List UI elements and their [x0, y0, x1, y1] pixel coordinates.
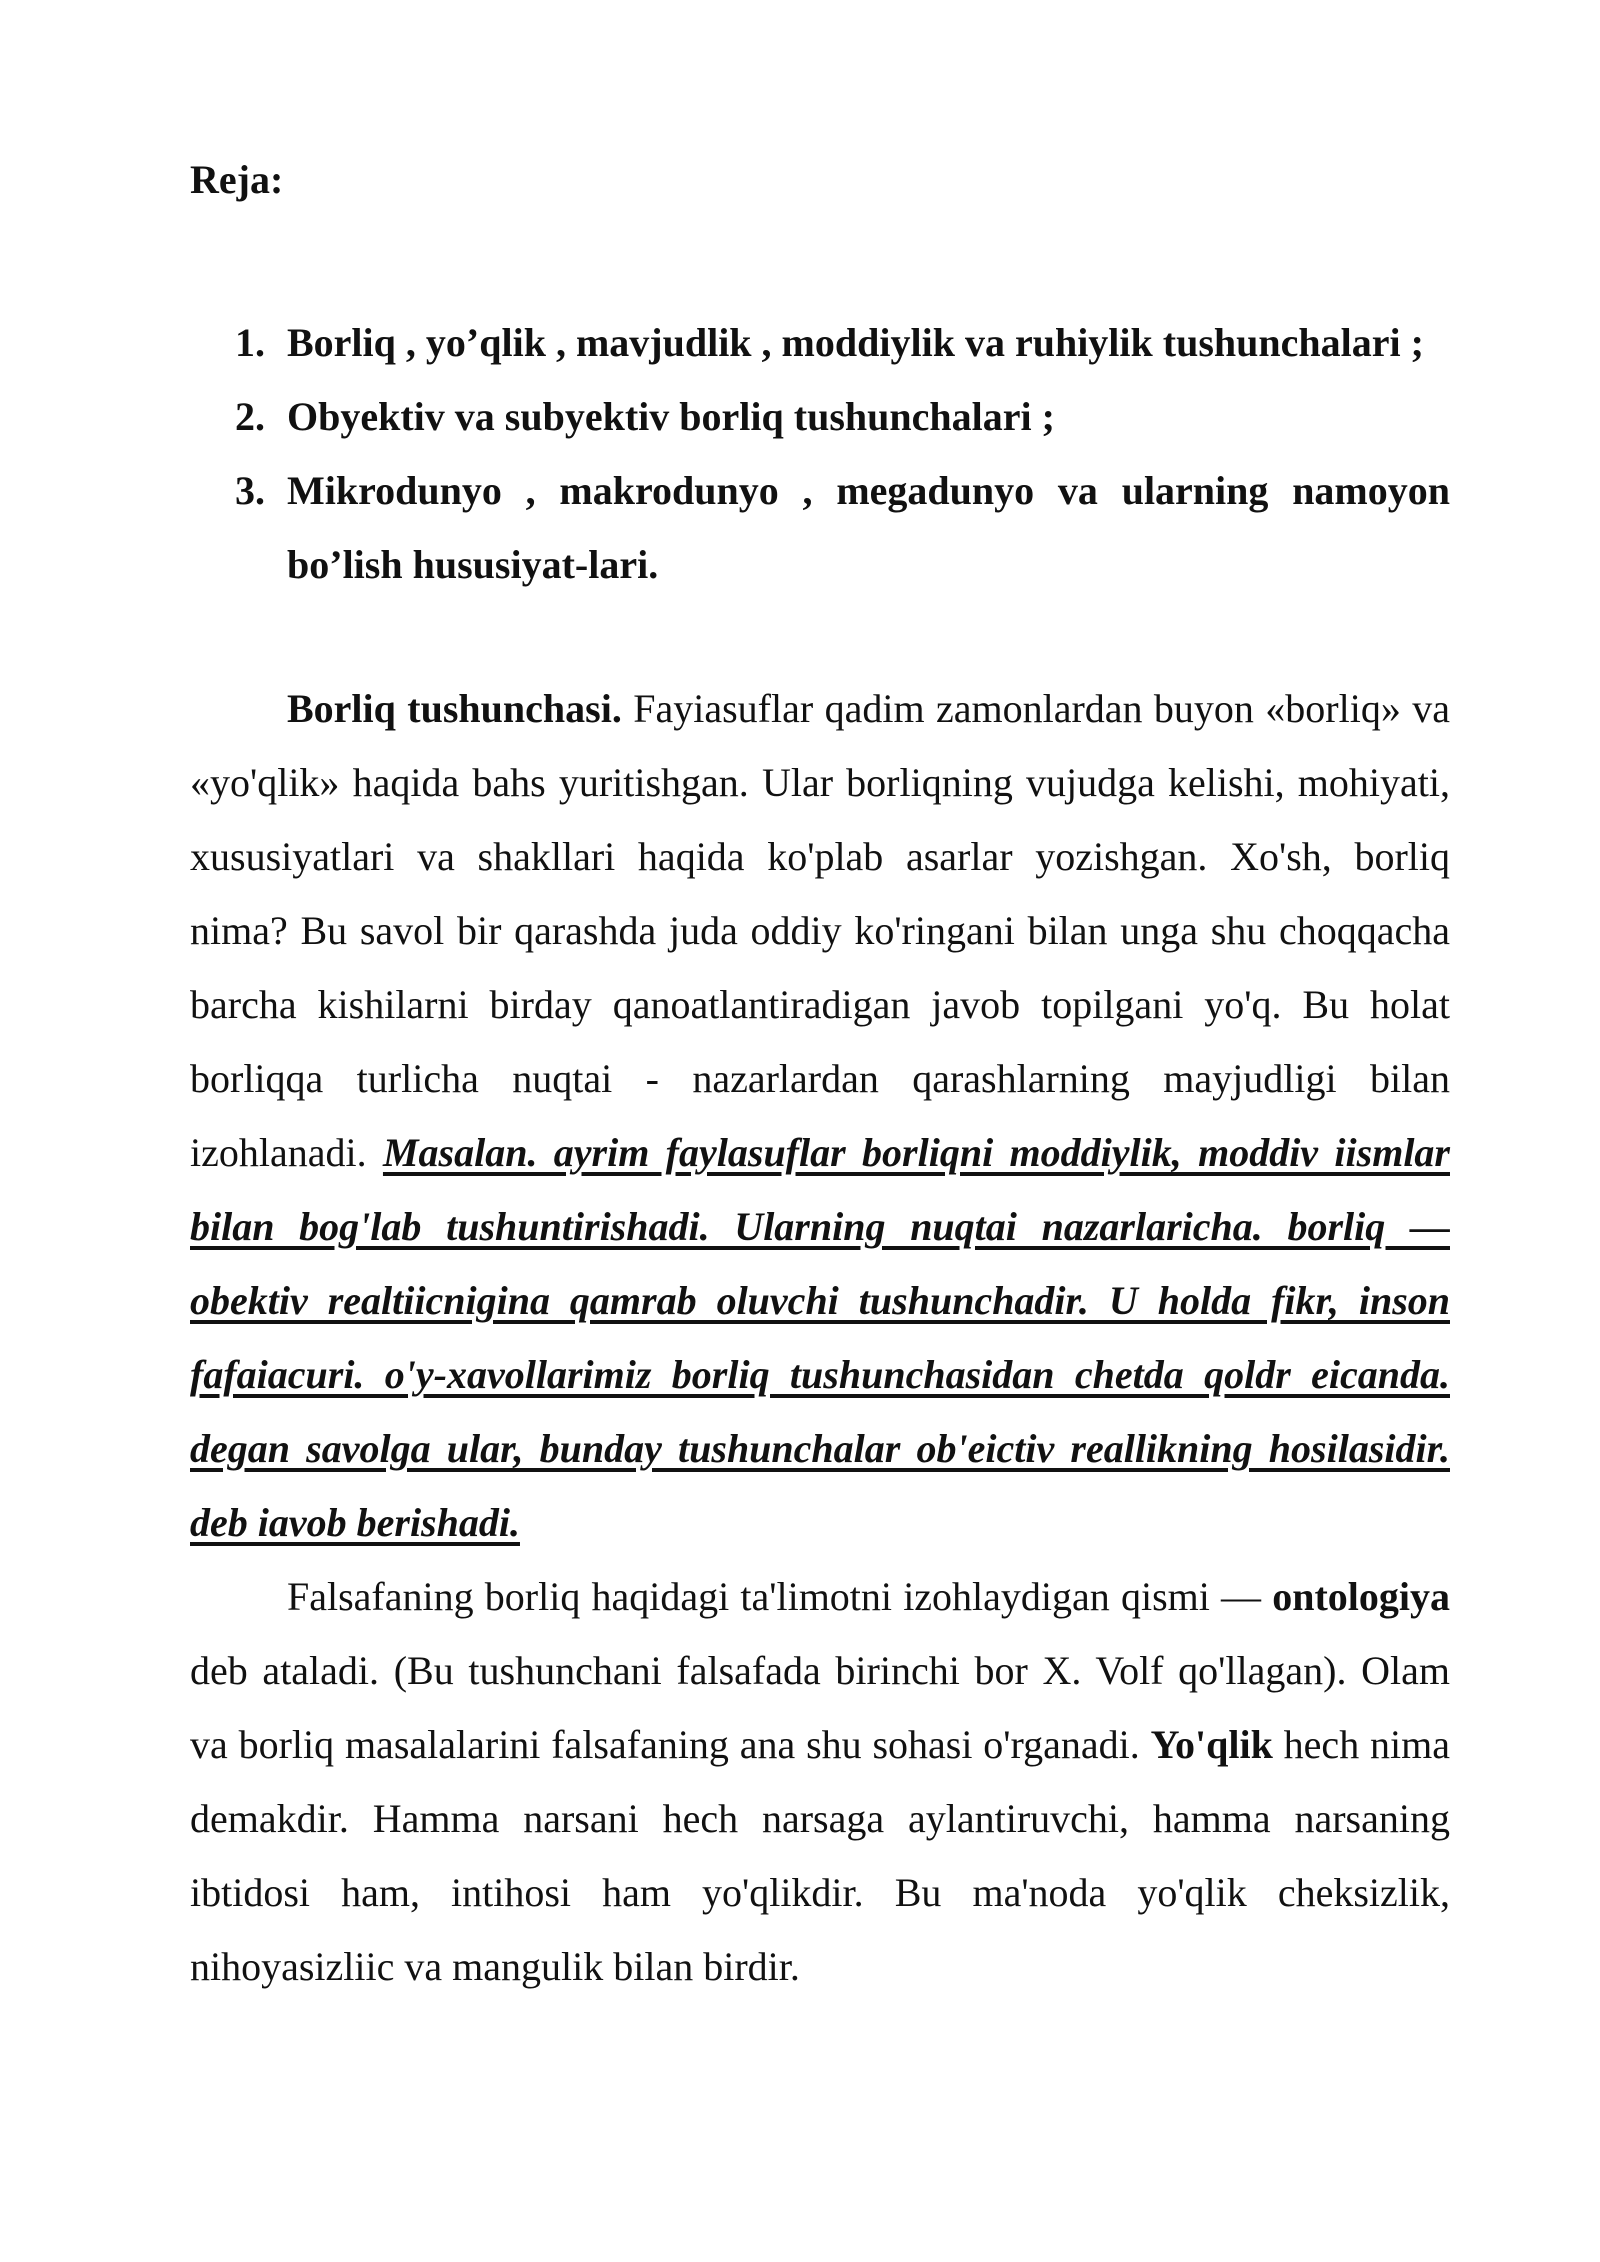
plan-item — [235, 306, 1450, 380]
emphasized-passage: Masalan. ayrim faylasuflar borliqni moddiylik, moddiv iismlar bilan bog'lab tushuntirishadi. Ularning nuqtai nazarlaricha. borliq — obektiv realtiicnigina qamrab oluvchi tushunchadir. U holda fikr, inson fafaiacuri. o'y-xavollarimiz borliq tushunchasidan chetda qoldr eicanda. degan savolga ular, bunday tushunchalar ob'eictiv reallikning hosilasidir. deb iavob berishadi. — [190, 1130, 1450, 1545]
plan-list — [190, 306, 1450, 602]
term-yoqlik: Yo'qlik — [1150, 1722, 1273, 1767]
paragraph-text: hech nima demakdir. Hamma narsani hech narsaga aylantiruvchi, hamma narsaning ibtidosi ham, intihosi ham yo'qlikdir. Bu ma'noda yo'qlik cheksizlik, nihoyasizliic va mangulik bilan birdir. — [190, 1722, 1450, 1989]
term-ontologiya: ontologiya — [1272, 1574, 1450, 1619]
paragraph-text: Falsafaning borliq haqidagi ta'limotni izohlaydigan qismi — — [287, 1574, 1273, 1619]
plan-item-text: Obyektiv va subyektiv borliq tushunchalari ; — [287, 394, 1055, 439]
document-content — [190, 150, 1450, 2004]
paragraph-text: Fayiasuflar qadim zamonlardan buyon «borliq» va «yo'qlik» haqida bahs yuritishgan. Ular borliqning vujudga kelishi, mohiyati, xususiyatlari va shakllari haqida ko'plab asarlar yozishgan. Xo'sh, borliq nima? Bu savol bir qarashda juda oddiy ko'ringani bilan unga shu choqqacha barcha kishilarni birday qanoatlantiradigan javob topilgani yo'q. Bu holat borliqqa turlicha nuqtai - nazarlardan qarashlarning mayjudligi bilan izohlanadi. — [190, 686, 1450, 1175]
paragraph-ontologiya — [190, 1560, 1450, 2004]
plan-item — [235, 454, 1450, 602]
plan-heading: Reja: — [190, 157, 284, 202]
plan-item-number: 3. — [235, 468, 265, 513]
plan-item-number: 1. — [235, 320, 265, 365]
plan-item-text: Mikrodunyo , makrodunyo , megadunyo va ularning namoyon bo’lish hususiyat-lari. — [287, 468, 1450, 587]
paragraph-lead: Borliq tushunchasi. — [287, 686, 622, 731]
plan-item-text: Borliq , yo’qlik , mavjudlik , moddiylik va ruhiylik tushunchalari ; — [287, 320, 1424, 365]
paragraph-borliq — [190, 672, 1450, 1560]
paragraph-text: deb ataladi. (Bu tushunchani falsafada birinchi bor X. Volf qo'llagan). Olam va borliq masalalarini falsafaning ana shu sohasi o'rganadi. — [190, 1648, 1450, 1767]
plan-item-number: 2. — [235, 394, 265, 439]
plan-item — [235, 380, 1450, 454]
